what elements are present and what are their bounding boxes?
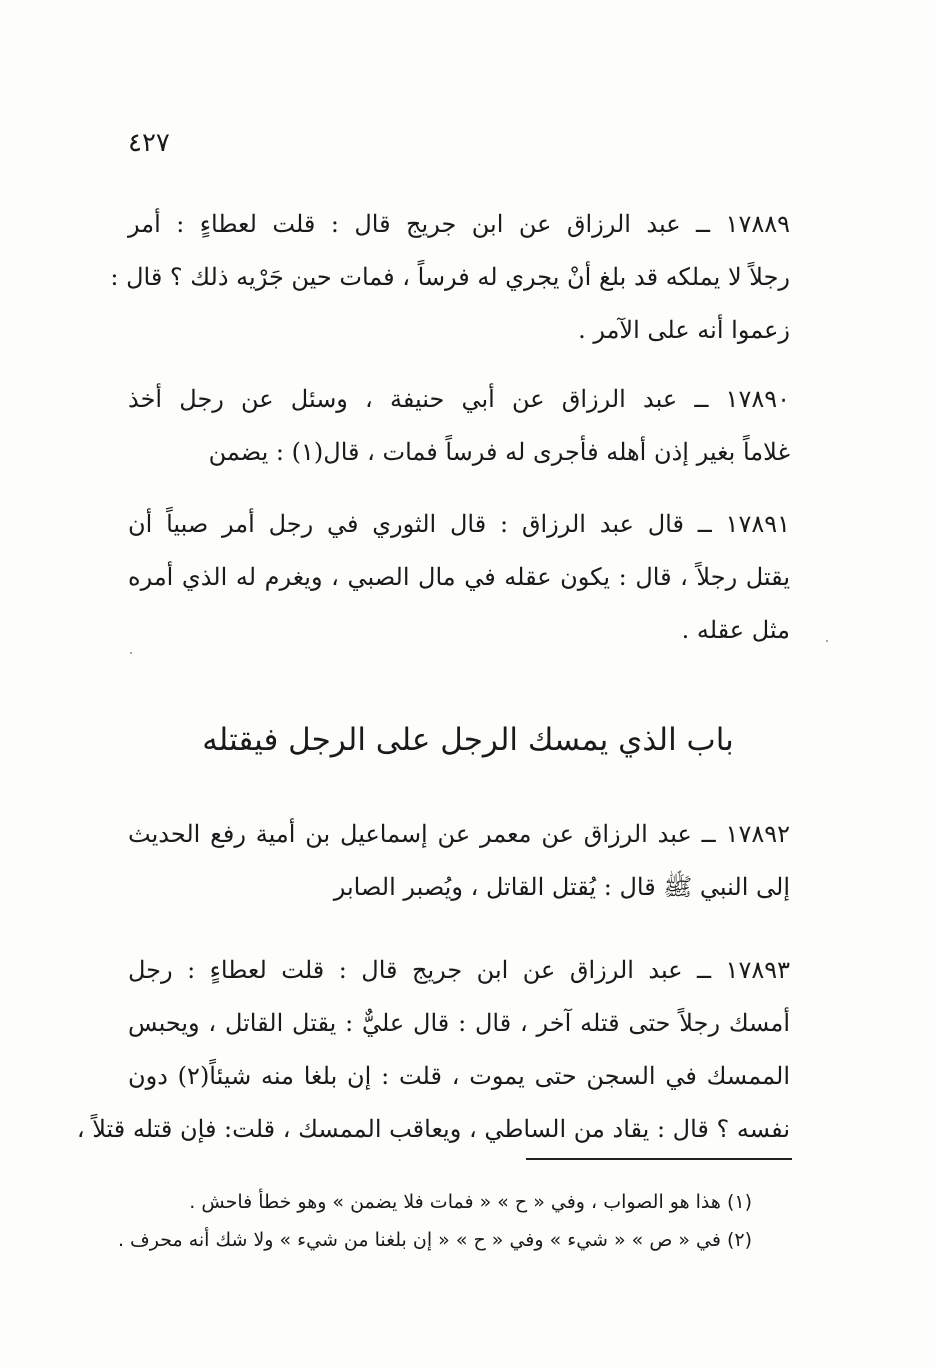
hadith-17891 <box>128 498 790 657</box>
text-line: زعموا أنه على الآمر . <box>578 316 790 344</box>
text-line: نفسه ؟ قال : يقاد من الساطي ، ويعاقب الممسك ، قلت: فإن قتله قتلاً ، <box>76 1115 790 1143</box>
text-line: ١٧٨٩١ ــ قال عبد الرزاق : قال الثوري في رجل أمر صبياً أن <box>128 510 790 538</box>
hadith-17893 <box>76 944 790 1156</box>
page-number: ٤٢٧ <box>128 128 170 158</box>
chapter-heading: باب الذي يمسك الرجل على الرجل فيقتله <box>202 722 734 758</box>
text-line: يقتل رجلاً ، قال : يكون عقله في مال الصبي ، ويغرم له الذي أمره <box>128 563 790 591</box>
scan-speck <box>826 640 828 642</box>
text-line: الممسك في السجن حتى يموت ، قلت : إن بلغا منه شيئاً(٢) دون <box>128 1062 790 1090</box>
footnote-divider <box>526 1158 792 1160</box>
hadith-17890 <box>128 373 790 479</box>
footnote-2: (٢) في « ص » « شيء » وفي « ح » « إن بلغنا من شيء » ولا شك أنه محرف . <box>117 1229 752 1251</box>
text-line: مثل عقله . <box>681 616 790 644</box>
scan-speck <box>130 652 132 654</box>
text-line: أمسك رجلاً حتى قتله آخر ، قال : قال عليٌّ : يقتل القاتل ، ويحبس <box>128 1009 790 1037</box>
text-line: غلاماً بغير إذن أهله فأجرى له فرساً فمات ، قال(١) : يضمن <box>208 438 790 466</box>
text-line: ١٧٨٩٠ ــ عبد الرزاق عن أبي حنيفة ، وسئل عن رجل أخذ <box>128 385 790 413</box>
text-line: إلى النبي ﷺ قال : يُقتل القاتل ، ويُصبر الصابر <box>333 873 790 901</box>
text-line: ١٧٨٩٢ ــ عبد الرزاق عن معمر عن إسماعيل بن أمية رفع الحديث <box>128 820 790 848</box>
text-line: ١٧٨٨٩ ــ عبد الرزاق عن ابن جريج قال : قلت لعطاءٍ : أمر <box>128 210 790 238</box>
text-line: رجلاً لا يملكه قد بلغ أنْ يجري له فرساً ، فمات حين جَرْيه ذلك ؟ قال : <box>110 263 790 291</box>
footnotes <box>117 1183 752 1259</box>
text-line: ١٧٨٩٣ ــ عبد الرزاق عن ابن جريج قال : قلت لعطاءٍ : رجل <box>128 956 790 984</box>
hadith-17889 <box>110 198 790 357</box>
hadith-17892 <box>128 808 790 914</box>
footnote-1: (١) هذا هو الصواب ، وفي « ح » « فمات فلا يضمن » وهو خطأ فاحش . <box>189 1191 752 1213</box>
